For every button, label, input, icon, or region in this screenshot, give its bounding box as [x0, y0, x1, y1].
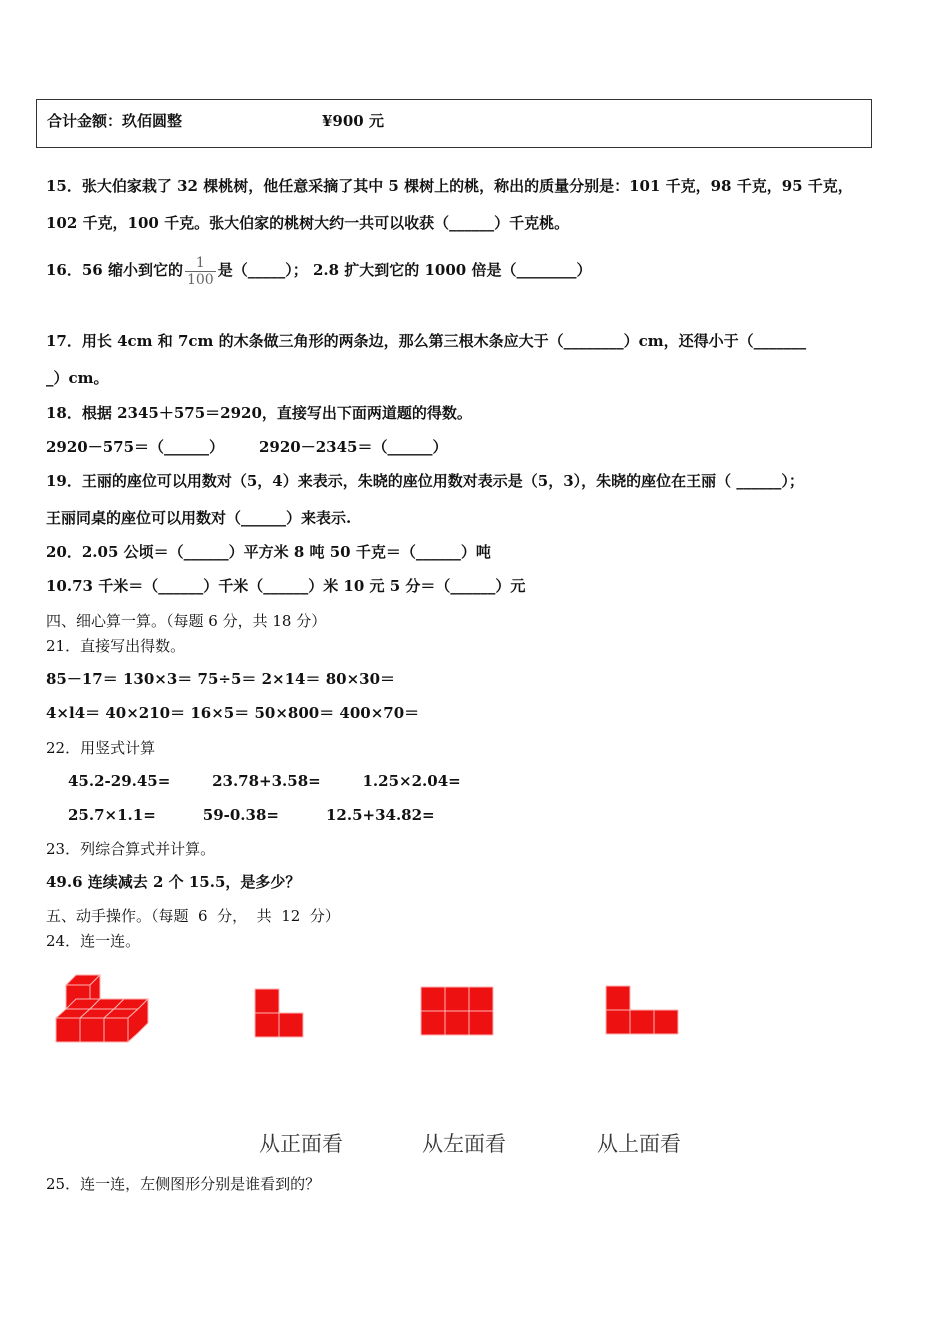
view-shape-3 [605, 985, 681, 1037]
q22-title: 22．用竖式计算 [46, 739, 156, 757]
q25-title: 25．连一连，左侧图形分别是谁看到的？ [46, 1175, 321, 1193]
q20-line1: 20．2.05 公顷＝（______）平方米 8 吨 50 千克＝（______）吨 [46, 543, 491, 561]
section5-heading: 五、动手操作。（每题 6 分， 共 12 分） [46, 907, 340, 925]
caption-left-view: 从左面看 [422, 1132, 506, 1156]
q21-title: 21．直接写出得数。 [46, 637, 186, 655]
q15-line1: 15．张大伯家栽了 32 棵桃树，他任意采摘了其中 5 棵树上的桃，称出的质量分别是：101 千克，98 千克，95 千克， [46, 177, 853, 195]
q18-expr1: 2920－575＝（______） [46, 438, 225, 456]
square [630, 1010, 654, 1034]
q21-row1: 85－17＝ 130×3＝ 75÷5＝ 2×14＝ 80×30＝ [46, 670, 396, 688]
square [279, 1013, 303, 1037]
total-amount: ¥900 元 [322, 112, 384, 130]
square [445, 987, 469, 1011]
q16-fraction [185, 255, 216, 288]
q24-title: 24．连一连。 [46, 932, 141, 950]
total-label: 合计金额：玖佰圆整 [47, 112, 183, 130]
q16-before: 16．56 缩小到它的 [46, 261, 183, 279]
square [606, 986, 630, 1010]
q17-line2: _）cm。 [46, 369, 109, 387]
q18-expr2: 2920－2345＝（______） [259, 438, 448, 456]
view-shape-1 [254, 988, 306, 1038]
caption-front-view: 从正面看 [259, 1132, 343, 1156]
square [421, 987, 445, 1011]
fraction-numerator: 1 [185, 255, 216, 272]
q22-row2: 25.7×1.1= 59-0.38= 12.5+34.82= [68, 806, 435, 824]
q19-line2: 王丽同桌的座位可以用数对（______）来表示. [46, 509, 352, 527]
square [255, 1013, 279, 1037]
square [421, 1011, 445, 1035]
q23-text: 49.6 连续减去 2 个 15.5，是多少？ [46, 873, 301, 891]
cube-front-face [104, 1018, 128, 1042]
fraction-denominator: 100 [186, 271, 214, 288]
q16-after: 是（_____）； 2.8 扩大到它的 1000 倍是（________） [217, 261, 592, 279]
q23-title: 23．列综合算式并计算。 [46, 840, 216, 858]
view-shape-2 [420, 986, 496, 1038]
caption-top-view: 从上面看 [597, 1132, 681, 1156]
square [469, 1011, 493, 1035]
q20-line2: 10.73 千米＝（______）千米（______）米 10 元 5 分＝（______）元 [46, 577, 526, 595]
q19-line1: 19．王丽的座位可以用数对（5，4）来表示，朱晓的座位用数对表示是（5，3），朱晓的座位在王丽（ ______）； [46, 472, 804, 490]
square [469, 987, 493, 1011]
q21-row2: 4×l4＝ 40×210＝ 16×5＝ 50×800＝ 400×70＝ [46, 704, 420, 722]
q17-line1: 17．用长 4cm 和 7cm 的木条做三角形的两条边，那么第三根木条应大于（________）cm，还得小于（_______ [46, 332, 807, 350]
square [445, 1011, 469, 1035]
q16 [46, 250, 591, 290]
square [255, 989, 279, 1013]
section4-heading: 四、细心算一算。（每题 6 分，共 18 分） [46, 612, 327, 630]
q15-line2: 102 千克，100 千克。张大伯家的桃树大约一共可以收获（______）千克桃。 [46, 214, 570, 232]
cube-front-face [80, 1018, 104, 1042]
square [654, 1010, 678, 1034]
q18-title: 18．根据 2345＋575＝2920，直接写出下面两道题的得数。 [46, 404, 472, 422]
cube-solid-figure [52, 970, 152, 1046]
cube-front-face [56, 1018, 80, 1042]
square [606, 1010, 630, 1034]
q22-row1: 45.2-29.45= 23.78+3.58= 1.25×2.04= [68, 772, 461, 790]
